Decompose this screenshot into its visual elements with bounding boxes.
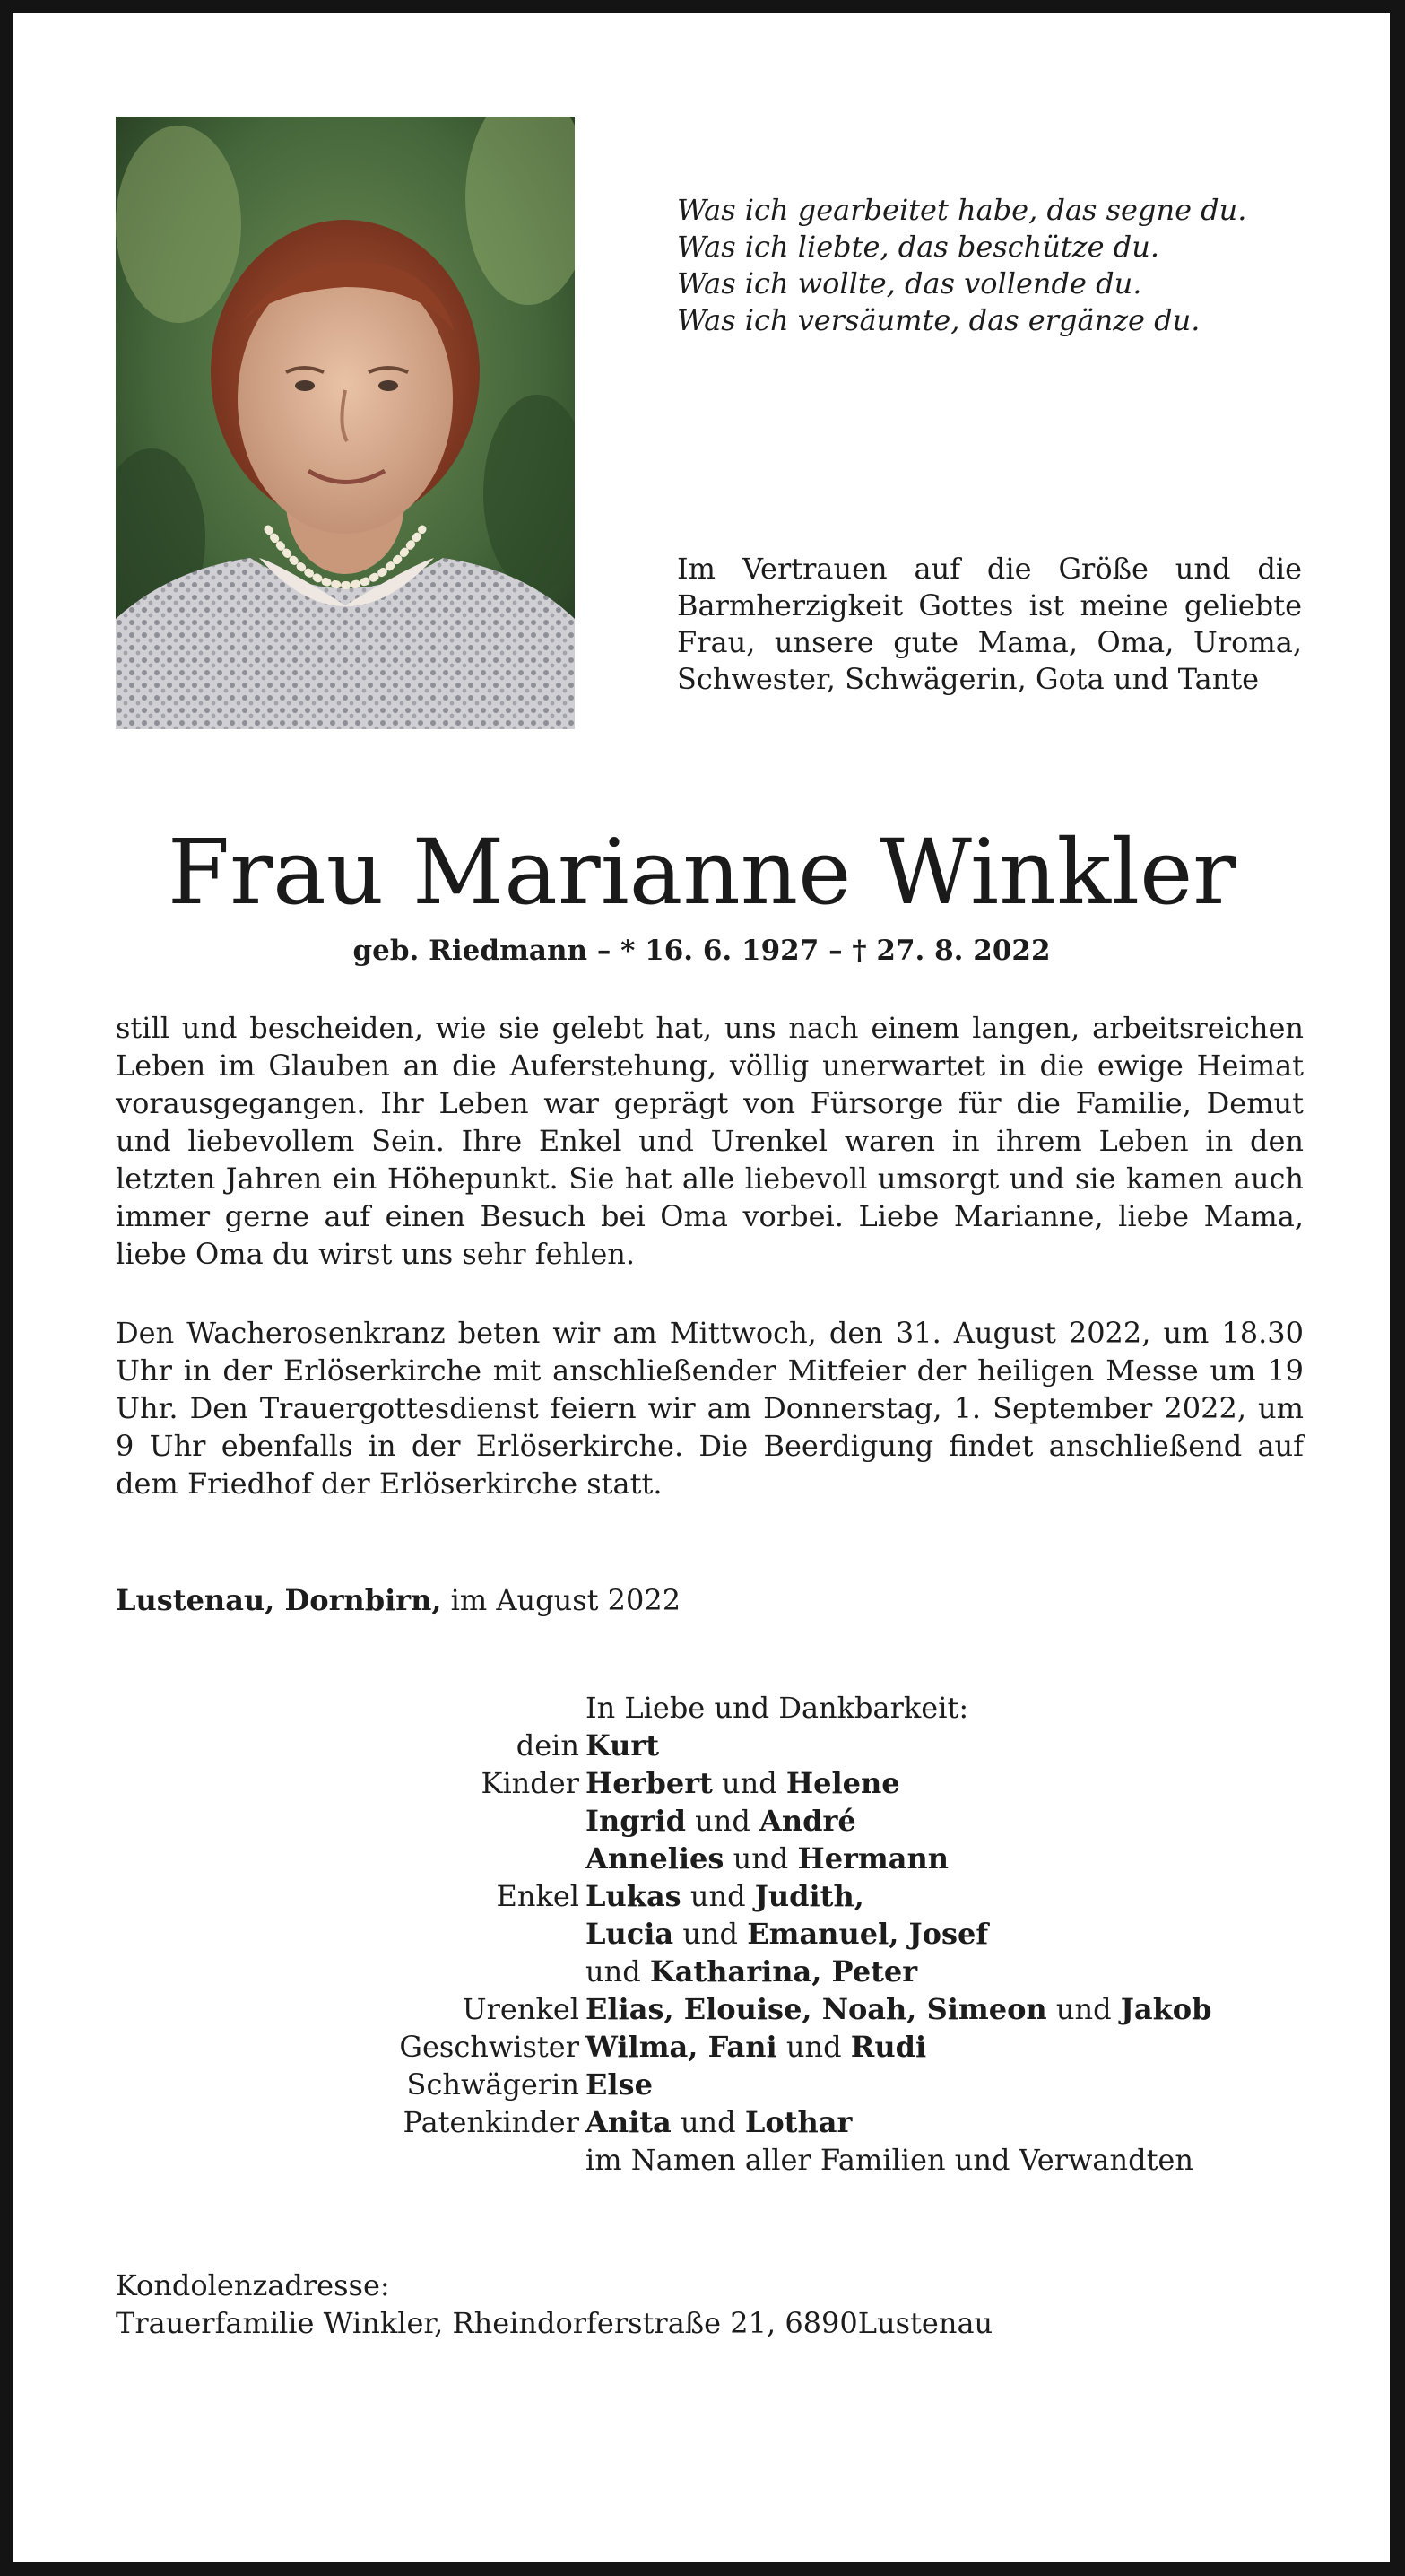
tribute-paragraph: still und bescheiden, wie sie gelebt hat, uns nach einem langen, arbeitsreichen Leben im Glauben an die Auferstehung, völlig unerwartet in die ewige Heimat vorausgegangen. Ihr Leben war geprägt von Fürsorge für die Familie, Demut und liebevollem Sein. Ihre Enkel und Urenkel waren in ihrem Leben in den letzten Jahren ein Höhepunkt. Sie hat alle liebevoll umsorgt und sie kamen auch immer gerne auf einen Besuch bei Oma vorbei. Liebe Marianne, liebe Mama, liebe Oma du wirst uns sehr fehlen. <box>116 1011 1304 1271</box>
mourner-names <box>585 1953 917 1990</box>
mourner-names <box>585 2028 926 2066</box>
mourner-row <box>13 1727 1358 1764</box>
mourner-relation: Urenkel <box>462 1992 579 2026</box>
mourner-relation <box>13 1915 585 1953</box>
mourner-name: Annelies <box>585 1841 724 1875</box>
mourner-names <box>585 2141 1193 2179</box>
mourner-name: Katharina, Peter <box>649 1954 918 1989</box>
connector-text: und <box>1046 1992 1121 2026</box>
place-date: im August 2022 <box>450 1583 681 1617</box>
mourner-name: Else <box>585 2067 653 2102</box>
mourner-row <box>13 1877 1358 1915</box>
mourners-list <box>13 1727 1358 2179</box>
mourner-relation: Schwägerin <box>406 2067 579 2102</box>
mourner-name: Helene <box>785 1766 900 1800</box>
mourner-name: Emanuel, Josef <box>747 1917 989 1951</box>
connector-text: und <box>712 1766 786 1800</box>
mourner-row <box>13 1840 1358 1877</box>
condolence-label: Kondolenzadresse: <box>116 2268 390 2302</box>
mourner-row <box>13 2141 1358 2179</box>
mourner-names <box>585 1802 856 1840</box>
intro-text: Im Vertrauen auf die Größe und die Barmherzigkeit Gottes ist meine geliebte Frau, unsere gute Mama, Oma, Uroma, Schwester, Schwägerin, Gota und Tante <box>677 552 1302 696</box>
connector-text: und <box>686 1804 760 1838</box>
mourner-relation: Geschwister <box>399 2030 579 2064</box>
mourner-names <box>585 1727 659 1764</box>
connector-text: und <box>776 2030 851 2064</box>
mourner-names <box>585 1877 864 1915</box>
mourner-relation: Enkel <box>496 1879 579 1913</box>
mourner-relation <box>13 1802 585 1840</box>
mourner-name: Ingrid <box>585 1804 686 1838</box>
place-towns: Lustenau, Dornbirn, <box>116 1583 442 1617</box>
service-paragraph: Den Wacherosenkranz beten wir am Mittwoch, den 31. August 2022, um 18.30 Uhr in der Erlöserkirche mit anschließender Mitfeier der heiligen Messe um 19 Uhr. Den Trauergottesdienst feiern wir am Donnerstag, 1. September 2022, um 9 Uhr ebenfalls in der Erlöserkirche. Die Beerdigung findet anschließend auf dem Friedhof der Erlöserkirche statt. <box>116 1316 1304 1501</box>
thanks-line: In Liebe und Dankbarkeit: <box>585 1691 969 1725</box>
mourner-name: Rudi <box>850 2030 927 2064</box>
mourner-row <box>13 2103 1358 2141</box>
mourner-name: Lucia <box>585 1917 674 1951</box>
mourner-row <box>13 1764 1358 1802</box>
mourner-row <box>13 1915 1358 1953</box>
connector-text: und <box>681 1879 755 1913</box>
mourner-name: Anita <box>585 2105 672 2139</box>
place-date-line <box>116 1581 681 1619</box>
mourner-name: André <box>759 1804 856 1838</box>
connector-text: und <box>673 1917 748 1951</box>
obituary-page <box>13 13 1390 2562</box>
mourner-row <box>13 2066 1358 2103</box>
mourner-row <box>13 1802 1358 1840</box>
condolence-address <box>116 2267 993 2342</box>
mourner-name: Lothar <box>744 2105 853 2139</box>
mourner-relation: Kinder <box>481 1766 579 1800</box>
mourner-relation <box>13 2141 585 2179</box>
deceased-name: Frau Marianne Winkler <box>167 820 1236 925</box>
poem-line: Was ich liebte, das beschütze du. <box>677 230 1159 264</box>
mourner-relation <box>13 1953 585 1990</box>
mourner-row <box>13 1953 1358 1990</box>
mourner-names <box>585 2103 852 2141</box>
mourner-names <box>585 1764 900 1802</box>
mourner-row <box>13 1990 1358 2028</box>
connector-text: und <box>585 1954 650 1989</box>
birth-death-dates: geb. Riedmann – * 16. 6. 1927 – † 27. 8. 2022 <box>352 935 1051 967</box>
condolence-address-line: Trauerfamilie Winkler, Rheindorferstraße 21, 6890Lustenau <box>116 2306 993 2340</box>
mourner-names <box>585 1915 988 1953</box>
mourner-relation <box>13 1840 585 1877</box>
poem-line: Was ich versäumte, das ergänze du. <box>677 303 1201 337</box>
mourner-relation: dein <box>516 1728 579 1762</box>
connector-text: im Namen aller Familien und Verwandten <box>585 2143 1193 2177</box>
mourner-name: Kurt <box>585 1728 660 1762</box>
portrait-photo <box>116 117 575 729</box>
mourner-names <box>585 2066 653 2103</box>
mourner-name: Lukas <box>585 1879 681 1913</box>
mourner-names <box>585 1840 949 1877</box>
poem <box>677 192 1305 339</box>
connector-text: und <box>671 2105 745 2139</box>
mourner-name: Judith, <box>754 1879 864 1913</box>
mourner-names <box>585 1990 1211 2028</box>
connector-text: und <box>724 1841 798 1875</box>
mourner-name: Wilma, Fani <box>585 2030 777 2064</box>
poem-line: Was ich gearbeitet habe, das segne du. <box>677 193 1247 227</box>
mourner-name: Herbert <box>585 1766 713 1800</box>
mourner-name: Elias, Elouise, Noah, Simeon <box>585 1992 1047 2026</box>
mourner-name: Jakob <box>1120 1992 1212 2026</box>
poem-line: Was ich wollte, das vollende du. <box>677 266 1142 300</box>
mourner-name: Hermann <box>797 1841 950 1875</box>
mourner-row <box>13 2028 1358 2066</box>
mourner-relation: Patenkinder <box>403 2105 579 2139</box>
